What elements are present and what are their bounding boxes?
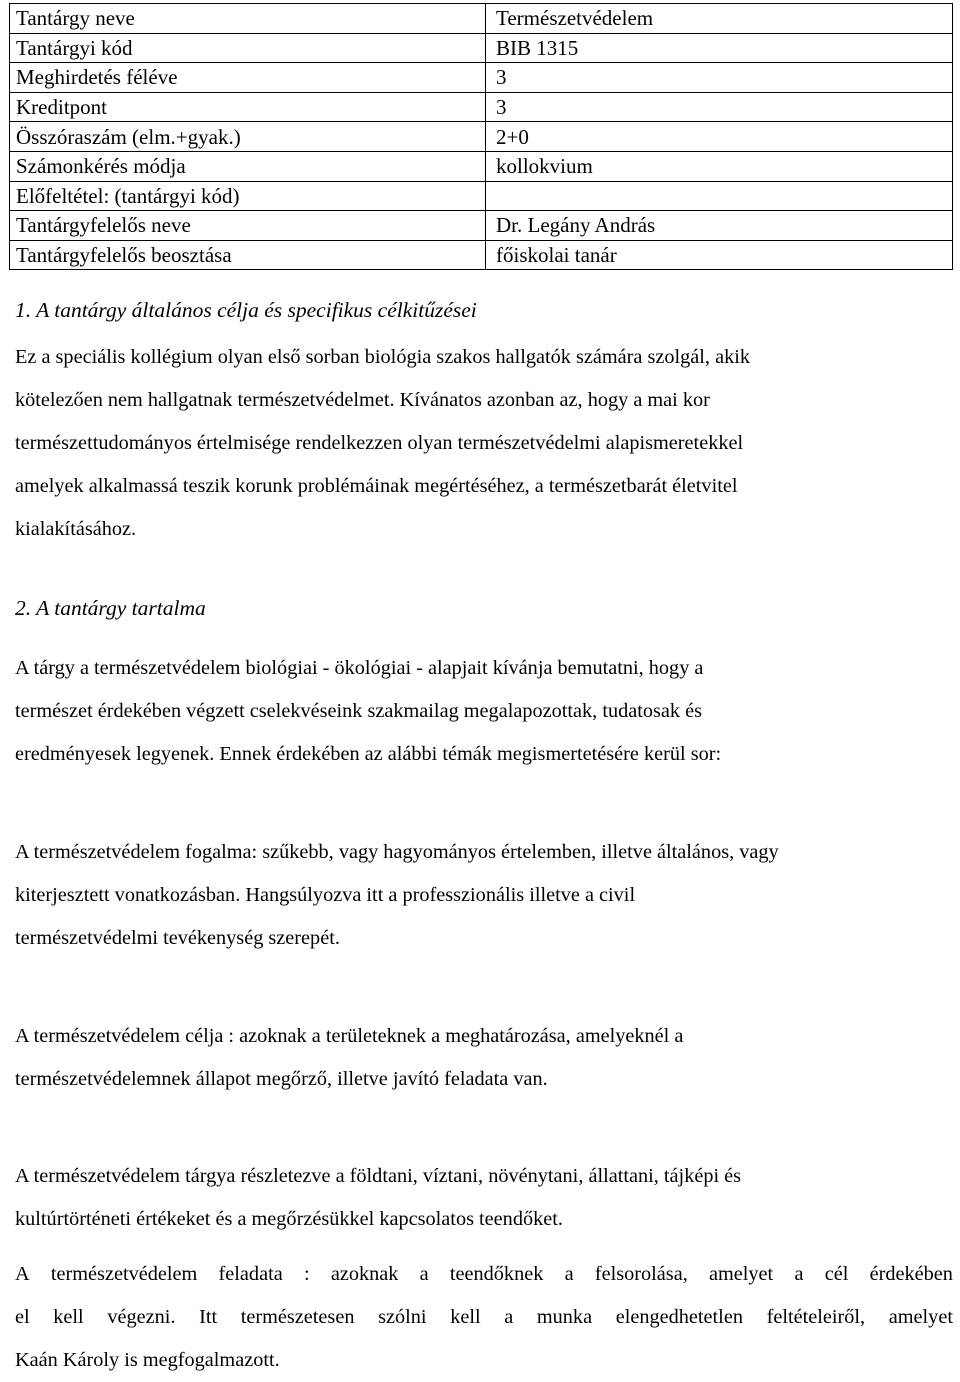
word: elengedhetetlen [615,1306,743,1328]
row-label: Tantárgyfelelős beosztása [10,240,486,270]
paragraph-line: természetvédelmi tevékenység szerepét. [15,927,340,949]
row-value: főiskolai tanár [486,240,953,270]
word: szólni [378,1306,427,1328]
word: amelyet [709,1263,774,1285]
word: el [15,1306,30,1328]
paragraph-line: természetvédelemnek állapot megőrző, illetve javító feladata van. [15,1068,548,1090]
word: kell [53,1306,84,1328]
paragraph-line: A természetvédelem célja : azoknak a területeknek a meghatározása, amelyeknél a [15,1025,684,1047]
word: : [303,1263,310,1285]
paragraph-line: természettudományos értelmisége rendelkezzen olyan természetvédelmi alapismeretekkel [15,432,744,454]
word: a [564,1263,574,1285]
table-row [10,240,953,270]
targya-paragraph [15,1155,955,1241]
table-row [10,122,953,152]
row-label: Tantárgyfelelős neve [10,211,486,241]
paragraph-line: Ez a speciális kollégium olyan első sorban biológia szakos hallgatók számára szolgál, akik [15,346,750,368]
course-info-table [9,3,953,270]
word: teendőknek [449,1263,544,1285]
section2-intro-paragraph [15,647,955,776]
row-label: Összóraszám (elm.+gyak.) [10,122,486,152]
word: a [504,1306,514,1328]
paragraph-line: kiterjesztett vonatkozásban. Hangsúlyozva itt a professzionális illetve a civil [15,884,636,906]
word: végezni. [107,1306,176,1328]
row-label: Tantárgyi kód [10,33,486,63]
row-value: Természetvédelem [486,4,953,34]
row-value [486,181,953,211]
row-label: Számonkérés módja [10,151,486,181]
word: a [794,1263,804,1285]
paragraph-line: kultúrtörténeti értékeket és a megőrzésükkel kapcsolatos teendőket. [15,1208,563,1230]
word: munka [536,1306,593,1328]
word: felsorolása, [594,1263,688,1285]
row-label: Meghirdetés féléve [10,63,486,93]
word: A [15,1263,30,1285]
paragraph-line: természet érdekében végzett cselekvéseink szakmailag megalapozottak, tudatosak és [15,700,703,722]
fogalma-paragraph [15,831,955,960]
word: a [419,1263,429,1285]
celja-paragraph [15,1015,955,1101]
row-value: Dr. Legány András [486,211,953,241]
word: feltételeiről, [766,1306,866,1328]
table-row [10,211,953,241]
paragraph-line: A természetvédelem tárgya részletezve a földtani, víztani, növénytani, állattani, tájképi és [15,1165,742,1187]
table-row [10,92,953,122]
paragraph-line: A tárgy a természetvédelem biológiai - ökológiai - alapjait kívánja bemutatni, hogy a [15,657,704,679]
table-row [10,181,953,211]
paragraph-line: kötelezően nem hallgatnak természetvédelmet. Kívánatos azonban az, hogy a mai kor [15,389,710,411]
paragraph-line: eredményesek legyenek. Ennek érdekében az alábbi témák megismertetésére kerül sor: [15,743,722,765]
feladata-paragraph [15,1253,955,1382]
word: természetesen [240,1306,355,1328]
table-row [10,4,953,34]
word: amelyet [888,1306,953,1328]
section1-heading: 1. A tantárgy általános célja és specifikus célkitűzései [15,298,477,322]
word: Itt [199,1306,218,1328]
paragraph-line [15,1253,953,1296]
paragraph-line [15,1296,953,1339]
word: feladata [218,1263,283,1285]
table-row [10,151,953,181]
row-value: 3 [486,92,953,122]
table-row [10,63,953,93]
word: cél [824,1263,849,1285]
section1-paragraph [15,336,955,551]
row-value: 3 [486,63,953,93]
section2-heading: 2. A tantárgy tartalma [15,596,206,620]
row-value: BIB 1315 [486,33,953,63]
paragraph-line: amelyek alkalmassá teszik korunk problémáinak megértéséhez, a természetbarát életvitel [15,475,738,497]
word: természetvédelem [50,1263,198,1285]
table-row [10,33,953,63]
row-label: Előfeltétel: (tantárgyi kód) [10,181,486,211]
paragraph-line: Kaán Károly is megfogalmazott. [15,1349,280,1371]
word: érdekében [869,1263,953,1285]
paragraph-line: kialakításához. [15,518,137,540]
word: azoknak [330,1263,399,1285]
word: kell [450,1306,481,1328]
row-value: 2+0 [486,122,953,152]
row-label: Kreditpont [10,92,486,122]
paragraph-line: A természetvédelem fogalma: szűkebb, vagy hagyományos értelemben, illetve általános, vagy [15,841,779,863]
row-value: kollokvium [486,151,953,181]
row-label: Tantárgy neve [10,4,486,34]
